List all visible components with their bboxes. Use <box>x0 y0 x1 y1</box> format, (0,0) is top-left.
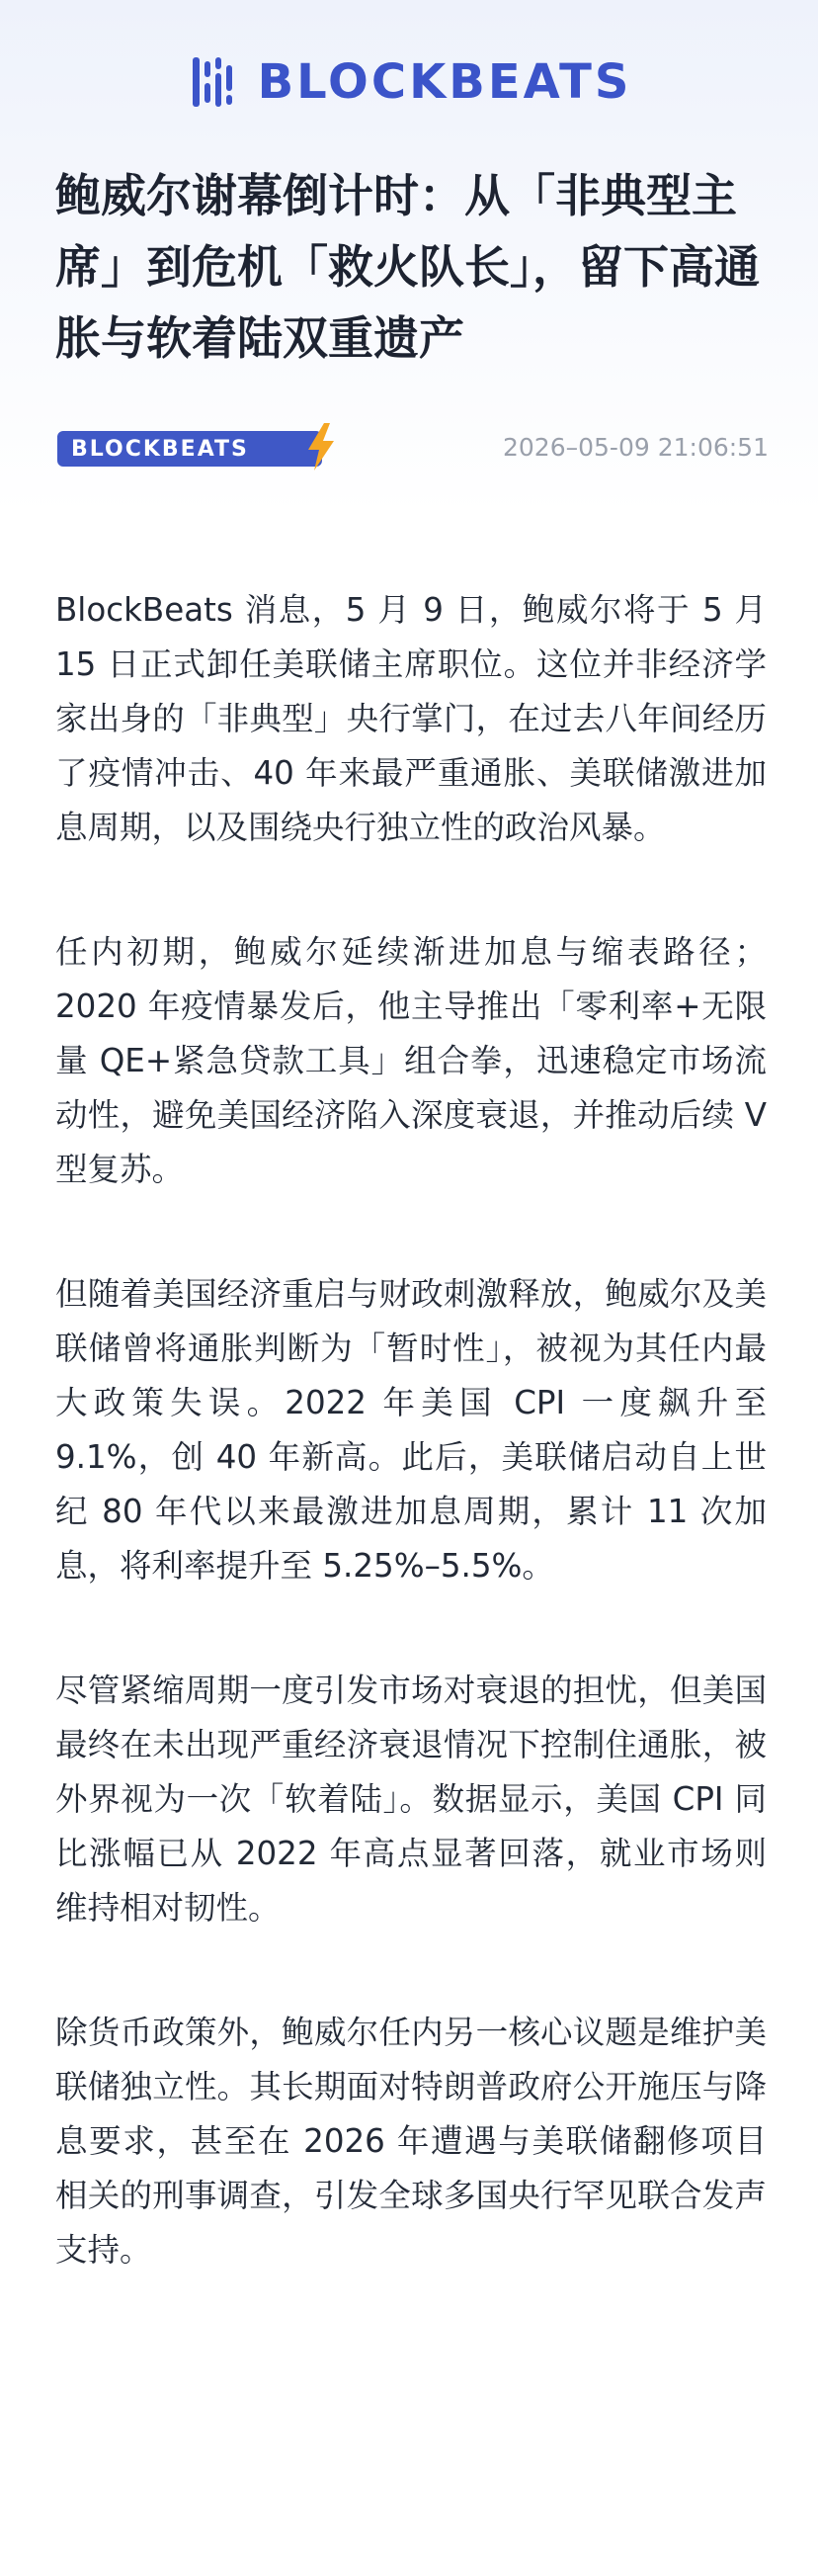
article-paragraph: 但随着美国经济重启与财政刺激释放，鲍威尔及美联储曾将通胀判断为「暂时性」，被视为其任内最大政策失误。2022 年美国 CPI 一度飙升至 9.1%，创 40 年新高。此后，美联储启动自上世纪 80 年代以来最激进加息周期，累计 11 次加息，将利率提升至 5.25%–5.5%。 <box>55 1275 767 1585</box>
article-body <box>55 583 767 2348</box>
brand-name: BLOCKBEATS <box>257 54 632 110</box>
article-title: 鲍威尔谢幕倒计时：从「非典型主席」到危机「救火队长」，留下高通胀与软着陆双重遗产 <box>55 169 760 365</box>
article-paragraph: 任内初期，鲍威尔延续渐进加息与缩表路径；2020 年疫情暴发后，他主导推出「零利率+无限量 QE+紧急贷款工具」组合拳，迅速稳定市场流动性，避免美国经济陷入深度衰退，并推动后续 V 型复苏。 <box>55 933 767 1188</box>
blockbeats-logo-icon <box>187 51 242 113</box>
article-paragraph: 尽管紧缩周期一度引发市场对衰退的担忧，但美国最终在未出现严重经济衰退情况下控制住通胀，被外界视为一次「软着陆」。数据显示，美国 CPI 同比涨幅已从 2022 年高点显著回落，就业市场则维持相对韧性。 <box>55 1672 767 1927</box>
brand-header <box>0 38 818 127</box>
source-badge-label: BLOCKBEATS <box>71 436 249 462</box>
article-meta <box>57 425 769 472</box>
publish-date: 2026–05-09 21:06:51 <box>503 433 769 462</box>
source-badge <box>57 431 322 467</box>
lightning-bolt-icon <box>304 423 338 471</box>
article-paragraph: BlockBeats 消息，5 月 9 日，鲍威尔将于 5 月 15 日正式卸任美联储主席职位。这位并非经济学家出身的「非典型」央行掌门，在过去八年间经历了疫情冲击、40 年来最严重通胀、美联储激进加息周期，以及围绕央行独立性的政治风暴。 <box>55 591 767 846</box>
article-paragraph: 除货币政策外，鲍威尔任内另一核心议题是维护美联储独立性。其长期面对特朗普政府公开施压与降息要求，甚至在 2026 年遭遇与美联储翻修项目相关的刑事调查，引发全球多国央行罕见联合发声支持。 <box>55 2014 767 2269</box>
